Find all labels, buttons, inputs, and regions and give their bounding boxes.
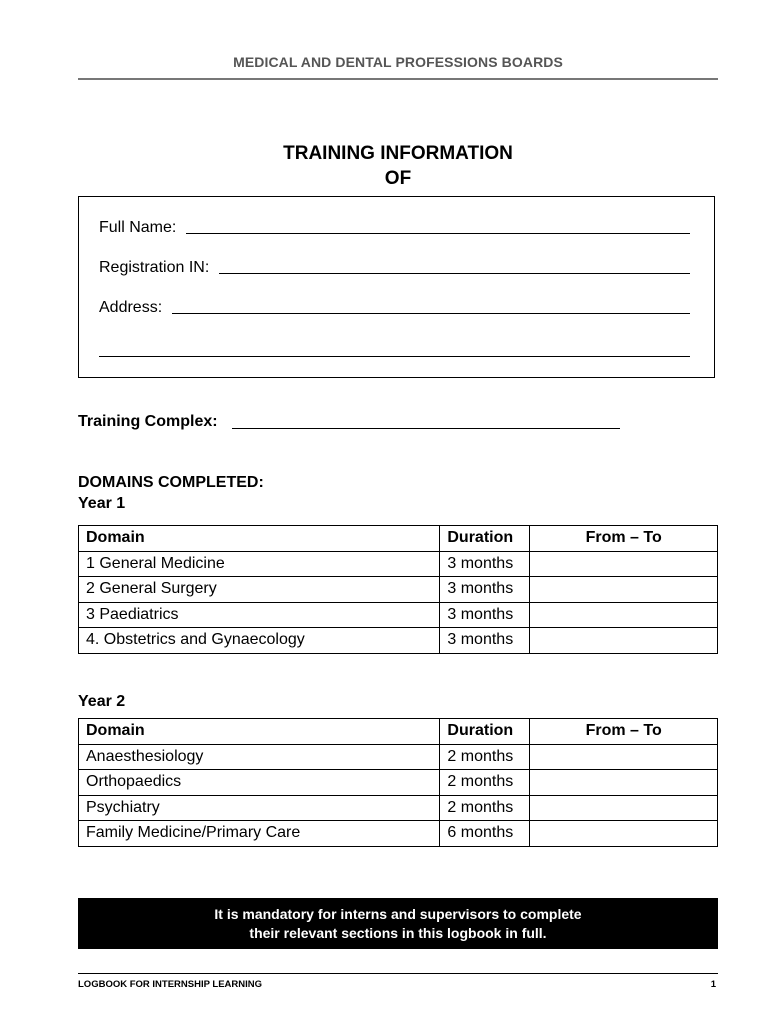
- registration-field[interactable]: [99, 259, 690, 277]
- year-2-table: [78, 718, 718, 847]
- document-header: MEDICAL AND DENTAL PROFESSIONS BOARDS: [233, 54, 563, 70]
- full-name-label: Full Name:: [99, 219, 177, 236]
- domain-cell: 3 Paediatrics: [79, 602, 440, 628]
- header-duration: Duration: [440, 526, 530, 552]
- footer-title: LOGBOOK FOR INTERNSHIP LEARNING: [78, 979, 263, 990]
- table-row: [79, 577, 718, 603]
- page-title: [78, 141, 718, 191]
- duration-cell: 3 months: [440, 628, 530, 654]
- training-complex-line[interactable]: [232, 428, 620, 429]
- from-to-cell[interactable]: [530, 602, 718, 628]
- from-to-cell[interactable]: [530, 628, 718, 654]
- registration-label: Registration IN:: [99, 259, 210, 276]
- table-row: [79, 770, 718, 796]
- duration-cell: 3 months: [440, 577, 530, 603]
- training-complex-field[interactable]: [78, 413, 620, 431]
- header-duration: Duration: [440, 719, 530, 745]
- table-row: [79, 744, 718, 770]
- table-row: [79, 551, 718, 577]
- training-complex-label: Training Complex:: [78, 413, 218, 430]
- table-row: [79, 602, 718, 628]
- year-1-label: Year 1: [78, 495, 126, 512]
- duration-cell: 2 months: [440, 744, 530, 770]
- domains-heading: DOMAINS COMPLETED:: [78, 474, 264, 491]
- full-name-line[interactable]: [186, 232, 690, 234]
- table-row: [79, 628, 718, 654]
- header-domain: Domain: [79, 526, 440, 552]
- duration-cell: 6 months: [440, 821, 530, 847]
- notice-line-1: It is mandatory for interns and supervisors to complete: [214, 906, 582, 922]
- full-name-field[interactable]: [99, 219, 690, 237]
- header-from-to: From – To: [530, 526, 718, 552]
- page-number: 1: [710, 979, 716, 990]
- address-label: Address:: [99, 299, 163, 316]
- from-to-cell[interactable]: [530, 577, 718, 603]
- domain-cell: 1 General Medicine: [79, 551, 440, 577]
- domain-cell: 4. Obstetrics and Gynaecology: [79, 628, 440, 654]
- table-header-row: [79, 719, 718, 745]
- notice-line-2: their relevant sections in this logbook in full.: [249, 925, 547, 941]
- duration-cell: 3 months: [440, 551, 530, 577]
- registration-line[interactable]: [219, 272, 690, 274]
- header-from-to: From – To: [530, 719, 718, 745]
- table-row: [79, 795, 718, 821]
- title-line-1: TRAINING INFORMATION: [283, 143, 513, 164]
- duration-cell: 3 months: [440, 602, 530, 628]
- from-to-cell[interactable]: [530, 770, 718, 796]
- from-to-cell[interactable]: [530, 744, 718, 770]
- address-field[interactable]: [99, 299, 690, 317]
- domain-cell: Anaesthesiology: [79, 744, 440, 770]
- header-divider: [78, 78, 718, 80]
- table-row: [79, 821, 718, 847]
- domain-cell: 2 General Surgery: [79, 577, 440, 603]
- domain-cell: Orthopaedics: [79, 770, 440, 796]
- year-2-label: Year 2: [78, 693, 126, 710]
- title-line-2: OF: [384, 168, 412, 189]
- year-1-table: [78, 525, 718, 654]
- from-to-cell[interactable]: [530, 821, 718, 847]
- domain-cell: Psychiatry: [79, 795, 440, 821]
- address-line[interactable]: [172, 312, 690, 314]
- domain-cell: Family Medicine/Primary Care: [79, 821, 440, 847]
- table-header-row: [79, 526, 718, 552]
- mandatory-notice-banner: [78, 898, 718, 949]
- header-domain: Domain: [79, 719, 440, 745]
- address-line-2[interactable]: [99, 356, 690, 357]
- from-to-cell[interactable]: [530, 795, 718, 821]
- from-to-cell[interactable]: [530, 551, 718, 577]
- personal-info-box: [78, 196, 715, 378]
- footer-divider: [78, 973, 718, 974]
- duration-cell: 2 months: [440, 795, 530, 821]
- duration-cell: 2 months: [440, 770, 530, 796]
